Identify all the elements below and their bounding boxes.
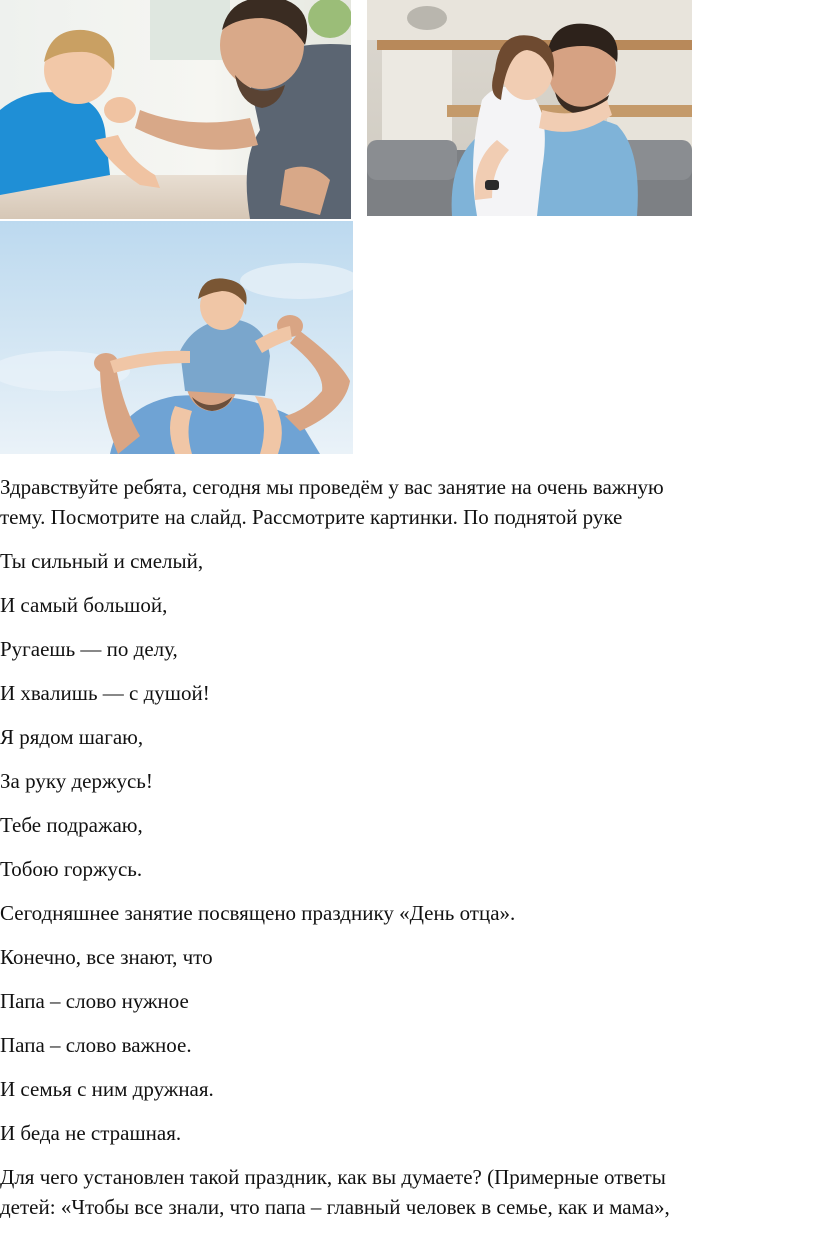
poem2-line: И беда не страшная. — [0, 1121, 182, 1145]
poem1-line: Ты сильный и смелый, — [0, 549, 204, 573]
poem1-line: И самый большой, — [0, 593, 168, 617]
question-paragraph — [0, 1162, 800, 1222]
intro-paragraph — [0, 472, 800, 532]
poem1-line: Тебе подражаю, — [0, 813, 143, 837]
photo-father-daughter-hug — [367, 0, 692, 216]
question-line-2: детей: «Чтобы все знали, что папа – главный человек в семье, как и мама», — [0, 1195, 670, 1219]
poem2-line: Папа – слово важное. — [0, 1033, 192, 1057]
poem1-line: Ругаешь — по делу, — [0, 637, 178, 661]
intro-line-1: Здравствуйте ребята, сегодня мы проведём у вас занятие на очень важную — [0, 475, 664, 499]
photo-father-son-arm-wrestling — [0, 0, 351, 219]
question-line-1: Для чего установлен такой праздник, как вы думаете? (Примерные ответы — [0, 1165, 666, 1189]
poem2-line: Папа – слово нужное — [0, 989, 189, 1013]
statement-paragraph: Сегодняшнее занятие посвящено празднику «День отца». — [0, 901, 516, 925]
poem1-line: Тобою горжусь. — [0, 857, 143, 881]
lesson-text — [0, 472, 800, 1236]
poem1-line: За руку держусь! — [0, 769, 153, 793]
poem1-line: Я рядом шагаю, — [0, 725, 144, 749]
poem2-line: Конечно, все знают, что — [0, 945, 213, 969]
poem1-line: И хвалишь — с душой! — [0, 681, 210, 705]
poem2-line: И семья с ним дружная. — [0, 1077, 214, 1101]
photo-son-on-fathers-shoulders — [0, 221, 353, 454]
intro-line-2: тему. Посмотрите на слайд. Рассмотрите картинки. По поднятой руке — [0, 505, 623, 529]
